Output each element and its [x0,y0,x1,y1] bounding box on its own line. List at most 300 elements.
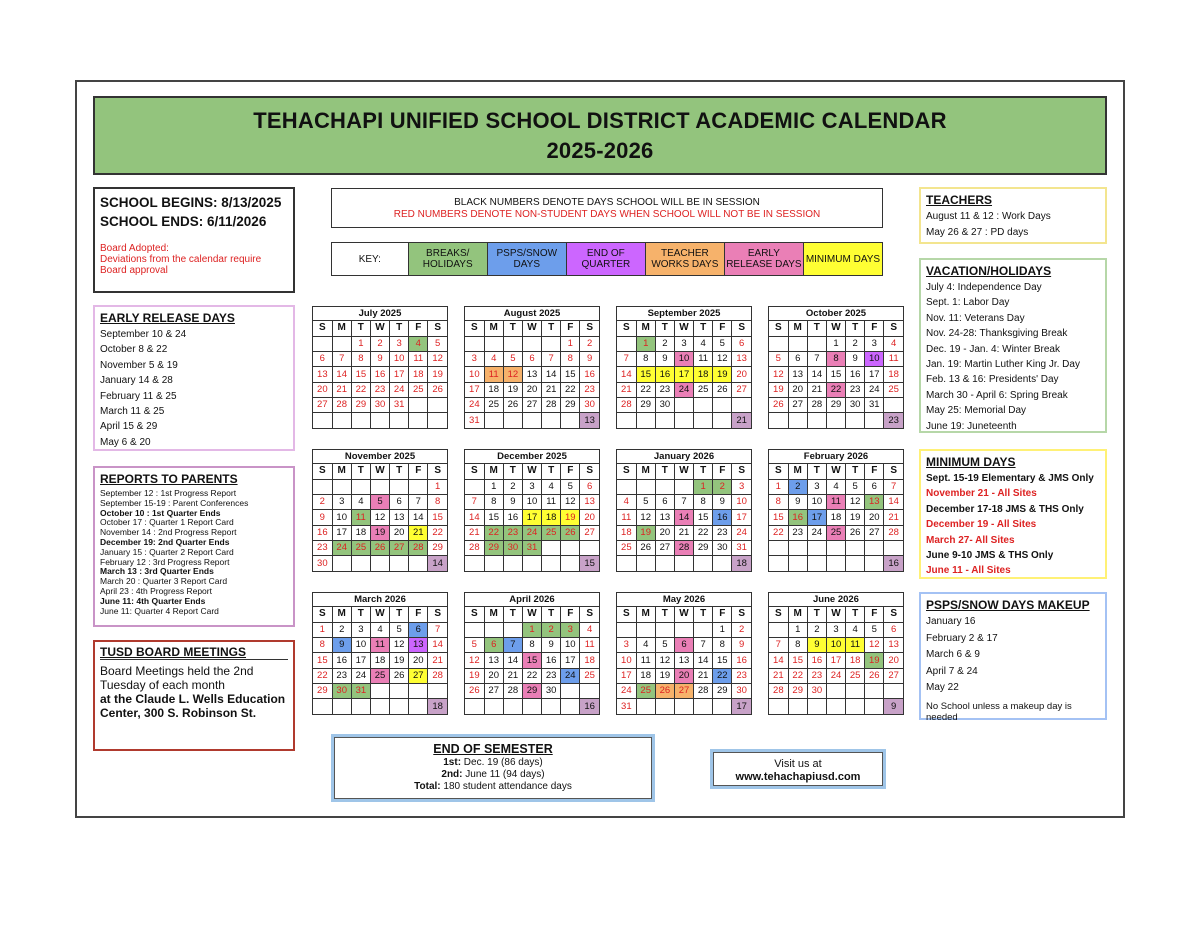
month-day-total: 14 [428,556,447,571]
school-dates-box [93,187,295,293]
day-cell: 9 [370,352,389,367]
weekday-header: S [428,464,447,479]
weekday-header: T [846,607,865,622]
day-cell: 17 [865,367,884,382]
day-cell: 30 [732,683,751,698]
day-cell: 28 [674,540,693,555]
month-day-total: 16 [884,556,903,571]
day-cell: 28 [542,397,561,412]
vacation-item: June 19: Juneteenth [926,420,1017,432]
empty-cell [484,699,503,714]
day-cell: 24 [807,525,826,540]
empty-cell [674,413,693,428]
day-cell: 22 [561,382,580,397]
psps-note: No School unless a makeup day is needed [926,700,1072,723]
weekday-header: T [846,321,865,336]
day-cell: 17 [351,653,370,668]
day-cell: 30 [713,540,732,555]
visit-box [710,749,886,789]
semester-title: END OF SEMESTER [433,742,553,756]
day-cell: 14 [807,367,826,382]
day-cell: 12 [655,653,674,668]
vacation-item: Dec. 19 - Jan. 4: Winter Break [926,343,1060,355]
weekday-header: T [503,321,522,336]
semester-second: 2nd: June 11 (94 days) [441,769,545,780]
weekday-header: S [428,321,447,336]
day-cell: 27 [390,540,409,555]
empty-cell [332,556,351,571]
end-of-semester-box [331,734,655,802]
weekday-header: T [807,321,826,336]
day-cell: 13 [390,510,409,525]
day-cell: 29 [484,540,503,555]
empty-cell [370,413,389,428]
day-cell: 21 [807,382,826,397]
day-cell: 2 [370,336,389,351]
weekday-header: S [580,607,599,622]
weekday-header: T [542,607,561,622]
early-release-item: September 10 & 24 [100,329,187,340]
day-cell: 26 [865,668,884,683]
day-cell: 24 [617,683,636,698]
month-calendar [464,306,600,429]
day-cell: 5 [769,352,788,367]
day-cell: 9 [542,638,561,653]
day-cell: 14 [674,510,693,525]
day-cell: 22 [713,668,732,683]
day-cell: 20 [788,382,807,397]
day-cell: 17 [465,382,484,397]
day-cell: 10 [826,638,845,653]
weekday-header: T [694,464,713,479]
weekday-header: W [370,607,389,622]
day-cell: 26 [561,525,580,540]
empty-cell [788,336,807,351]
month-title: January 2026 [617,450,751,464]
empty-cell [465,336,484,351]
day-cell: 29 [636,397,655,412]
day-cell: 11 [370,638,389,653]
empty-cell [884,540,903,555]
day-cell: 13 [409,638,428,653]
weekday-header: T [542,321,561,336]
empty-cell [694,699,713,714]
day-cell: 25 [884,382,903,397]
report-item: October 10 : 1st Quarter Ends [100,507,221,518]
day-cell: 2 [503,479,522,494]
empty-cell [617,556,636,571]
day-cell: 22 [351,382,370,397]
early-release-item: April 15 & 29 [100,421,158,433]
empty-cell [655,699,674,714]
day-cell: 2 [332,622,351,637]
day-cell: 9 [846,352,865,367]
day-cell: 24 [561,668,580,683]
day-cell: 17 [561,653,580,668]
day-cell: 11 [826,495,845,510]
day-cell: 28 [409,540,428,555]
early-release-item: February 11 & 25 [100,390,177,402]
month-day-total: 17 [732,699,751,714]
day-cell: 25 [351,540,370,555]
day-cell: 22 [313,668,332,683]
empty-cell [807,413,826,428]
key-item-6: MINIMUM DAYS [803,243,882,275]
empty-cell [465,699,484,714]
day-cell: 1 [636,336,655,351]
day-cell: 21 [503,668,522,683]
day-cell: 9 [788,495,807,510]
empty-cell [332,336,351,351]
day-cell: 15 [636,367,655,382]
day-cell: 21 [465,525,484,540]
month-day-total: 15 [580,556,599,571]
empty-cell [522,699,541,714]
day-cell: 9 [713,495,732,510]
day-cell: 26 [713,382,732,397]
day-cell: 6 [484,638,503,653]
day-cell: 25 [694,382,713,397]
day-cell: 16 [807,653,826,668]
empty-cell [561,540,580,555]
day-cell: 23 [807,668,826,683]
psps-section [919,592,1107,723]
day-cell: 12 [846,495,865,510]
day-cell: 11 [636,653,655,668]
empty-cell [769,622,788,637]
color-key [331,242,883,276]
month-calendar [616,592,752,715]
empty-cell [465,622,484,637]
day-cell: 27 [884,668,903,683]
day-cell: 8 [428,495,447,510]
day-cell: 7 [465,495,484,510]
vacation-title: VACATION/HOLIDAYS [926,264,1052,278]
weekday-header: F [865,607,884,622]
day-cell: 14 [503,653,522,668]
day-cell: 28 [428,668,447,683]
day-cell: 10 [674,352,693,367]
weekday-header: F [409,464,428,479]
empty-cell [542,556,561,571]
day-cell: 21 [617,382,636,397]
day-cell: 6 [674,638,693,653]
day-cell: 22 [788,668,807,683]
day-cell: 30 [313,556,332,571]
red-numbers-note: RED NUMBERS DENOTE NON-STUDENT DAYS WHEN SCHOOL WILL NOT BE IN SESSION [393,209,821,220]
day-cell: 16 [713,510,732,525]
day-cell: 10 [465,367,484,382]
day-cell: 20 [580,510,599,525]
board-meeting-location: at the Claude L. Wells Education Center, 300 S. Robinson St. [100,692,286,720]
empty-cell [846,699,865,714]
key-item-2: PSPS/SNOW DAYS [487,243,566,275]
empty-cell [390,683,409,698]
empty-cell [655,479,674,494]
report-item: December 19: 2nd Quarter Ends [100,536,230,547]
month-calendar [768,592,904,715]
day-cell: 5 [636,495,655,510]
day-cell: 16 [655,367,674,382]
day-cell: 19 [655,668,674,683]
empty-cell [542,540,561,555]
day-cell: 26 [428,382,447,397]
day-cell: 23 [370,382,389,397]
weekday-header: S [313,464,332,479]
day-cell: 5 [428,336,447,351]
day-cell: 7 [503,638,522,653]
early-release-item: October 8 & 22 [100,344,168,356]
reports-section [93,466,295,627]
empty-cell [674,699,693,714]
empty-cell [807,540,826,555]
day-cell: 1 [313,622,332,637]
empty-cell [332,479,351,494]
weekday-header: M [636,607,655,622]
day-cell: 30 [655,397,674,412]
day-cell: 3 [617,638,636,653]
empty-cell [503,336,522,351]
weekday-header: S [617,607,636,622]
month-title: April 2026 [465,593,599,607]
empty-cell [674,397,693,412]
empty-cell [465,479,484,494]
day-cell: 4 [884,336,903,351]
day-cell: 23 [788,525,807,540]
day-cell: 26 [655,683,674,698]
day-cell: 17 [617,668,636,683]
day-cell: 24 [465,397,484,412]
empty-cell [807,699,826,714]
day-cell: 23 [655,382,674,397]
day-cell: 18 [370,653,389,668]
weekday-header: T [655,464,674,479]
reports-title: REPORTS TO PARENTS [100,472,238,486]
day-cell: 13 [655,510,674,525]
psps-item: May 22 [926,682,959,693]
day-cell: 2 [846,336,865,351]
day-cell: 14 [465,510,484,525]
vacation-item: May 25: Memorial Day [926,405,1027,417]
empty-cell [713,699,732,714]
day-cell: 25 [484,397,503,412]
weekday-header: W [522,607,541,622]
day-cell: 19 [390,653,409,668]
month-calendar [616,449,752,572]
empty-cell [636,556,655,571]
minimum-day-item: November 21 - All Sites [926,488,1037,500]
weekday-header: S [617,464,636,479]
day-cell: 31 [617,699,636,714]
day-cell: 28 [617,397,636,412]
day-cell: 27 [674,683,693,698]
month-day-total: 18 [732,556,751,571]
weekday-header: S [732,607,751,622]
weekday-header: S [465,321,484,336]
day-cell: 2 [713,479,732,494]
weekday-header: T [807,607,826,622]
day-cell: 25 [636,683,655,698]
empty-cell [846,540,865,555]
empty-cell [617,336,636,351]
empty-cell [655,556,674,571]
vacation-item: March 30 - April 6: Spring Break [926,389,1068,401]
day-cell: 30 [332,683,351,698]
day-cell: 29 [713,683,732,698]
psps-title: PSPS/SNOW DAYS MAKEUP [926,598,1090,612]
day-cell: 15 [826,367,845,382]
day-cell: 24 [390,382,409,397]
day-cell: 16 [580,367,599,382]
day-cell: 4 [846,622,865,637]
day-cell: 4 [580,622,599,637]
empty-cell [561,683,580,698]
day-cell: 28 [503,683,522,698]
empty-cell [694,622,713,637]
month-day-total [428,413,447,428]
day-cell: 16 [542,653,561,668]
month-day-total: 23 [884,413,903,428]
vacation-item: Nov. 11: Veterans Day [926,312,1025,324]
black-numbers-note: BLACK NUMBERS DENOTE DAYS SCHOOL WILL BE IN SESSION [454,197,760,208]
key-item-5: EARLY RELEASE DAYS [724,243,803,275]
day-cell: 14 [428,638,447,653]
day-cell: 3 [865,336,884,351]
day-cell: 19 [561,510,580,525]
day-cell: 27 [655,540,674,555]
day-cell: 18 [884,367,903,382]
day-cell: 1 [826,336,845,351]
empty-cell [788,413,807,428]
empty-cell [542,413,561,428]
weekday-header: F [409,321,428,336]
day-cell: 5 [713,336,732,351]
report-item: September 12 : 1st Progress Report [100,488,237,498]
day-cell: 15 [484,510,503,525]
empty-cell [636,479,655,494]
day-cell: 4 [409,336,428,351]
empty-cell [846,683,865,698]
day-cell: 24 [732,525,751,540]
day-cell: 20 [865,510,884,525]
weekday-header: W [674,464,693,479]
day-cell: 23 [732,668,751,683]
day-cell: 22 [522,668,541,683]
day-cell: 7 [332,352,351,367]
day-cell: 4 [351,495,370,510]
empty-cell [313,336,332,351]
empty-cell [636,699,655,714]
month-title: October 2025 [769,307,903,321]
weekday-header: W [826,464,845,479]
day-cell: 10 [390,352,409,367]
day-cell: 6 [409,622,428,637]
day-cell: 5 [390,622,409,637]
day-cell: 20 [732,367,751,382]
day-cell: 18 [409,367,428,382]
empty-cell [846,413,865,428]
empty-cell [561,413,580,428]
month-title: July 2025 [313,307,447,321]
day-cell: 15 [313,653,332,668]
teachers-section [919,187,1107,244]
day-cell: 3 [826,622,845,637]
empty-cell [732,397,751,412]
empty-cell [561,556,580,571]
day-cell: 21 [769,668,788,683]
weekday-header: W [826,321,845,336]
vacation-section [919,258,1107,433]
day-cell: 31 [465,413,484,428]
day-cell: 12 [503,367,522,382]
early-release-item: January 14 & 28 [100,375,173,387]
day-cell: 26 [503,397,522,412]
board-meetings-section [93,640,295,751]
day-cell: 27 [522,397,541,412]
day-cell: 31 [390,397,409,412]
day-cell: 9 [732,638,751,653]
empty-cell [694,413,713,428]
empty-cell [788,556,807,571]
weekday-header: S [769,321,788,336]
weekday-header: S [313,607,332,622]
empty-cell [409,397,428,412]
weekday-header: M [788,321,807,336]
weekday-header: T [846,464,865,479]
day-cell: 11 [617,510,636,525]
day-cell: 4 [636,638,655,653]
day-cell: 12 [713,352,732,367]
key-item-0: KEY: [332,243,408,275]
empty-cell [769,556,788,571]
empty-cell [313,699,332,714]
day-cell: 25 [542,525,561,540]
weekday-header: F [713,607,732,622]
day-cell: 27 [865,525,884,540]
weekday-header: T [542,464,561,479]
psps-item: March 6 & 9 [926,649,980,660]
website-link[interactable]: www.tehachapiusd.com [735,771,861,783]
day-cell: 13 [884,638,903,653]
vacation-item: Feb. 13 & 16: Presidents' Day [926,374,1059,386]
day-cell: 14 [694,653,713,668]
day-cell: 25 [409,382,428,397]
day-cell: 8 [636,352,655,367]
empty-cell [484,556,503,571]
weekday-header: W [826,607,845,622]
day-cell: 19 [636,525,655,540]
day-cell: 23 [542,668,561,683]
day-cell: 30 [580,397,599,412]
day-cell: 28 [884,525,903,540]
early-release-title: EARLY RELEASE DAYS [100,311,235,325]
day-cell: 12 [561,495,580,510]
empty-cell [503,699,522,714]
day-cell: 4 [694,336,713,351]
day-cell: 7 [617,352,636,367]
weekday-header: T [503,607,522,622]
day-cell: 13 [674,653,693,668]
day-cell: 14 [409,510,428,525]
empty-cell [390,556,409,571]
day-cell: 3 [465,352,484,367]
report-item: March 20 : Quarter 3 Report Card [100,576,228,587]
day-cell: 10 [522,495,541,510]
weekday-header: T [351,321,370,336]
day-cell: 11 [542,495,561,510]
teachers-title: TEACHERS [926,193,993,207]
day-cell: 3 [332,495,351,510]
